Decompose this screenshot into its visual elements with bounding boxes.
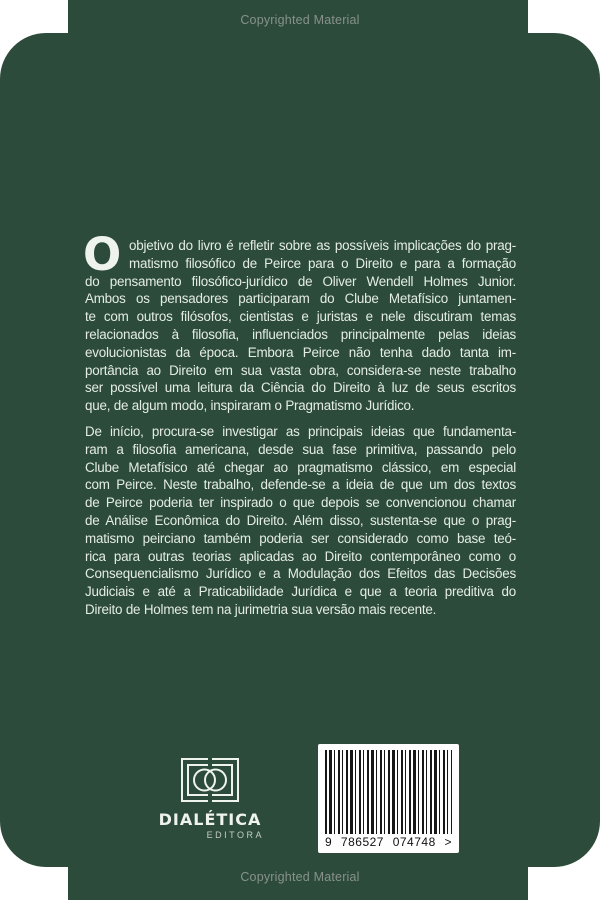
synopsis-line: matismo peirciano também poderia ser considerado como base teó- [85,530,516,546]
synopsis-line: Consequencialismo Jurídico e a Modulação dos Efeitos das Decisões [85,566,516,582]
synopsis-line: De início, procura-se investigar as principais ideias que fundamenta- [85,423,516,439]
synopsis-line: Direito de Holmes tem na jurimetria sua versão mais recente. [85,601,437,617]
drop-cap: O [83,228,122,281]
synopsis-line: matismo filosófico de Peirce para o Direito e para a formação [129,255,516,271]
barcode [318,744,459,853]
synopsis-line: portância ao Direito em sua vasta obra, considera-se neste trabalho [85,362,516,378]
synopsis-line: te com outros filósofos, cientistas e juristas e nele discutiram temas [85,309,516,325]
publisher-name: DIALÉTICA [158,810,262,829]
synopsis-line: do pensamento filosófico-jurídico de Oliver Wendell Holmes Junior. [85,273,516,289]
dialetica-monogram-icon [181,758,239,802]
synopsis-line: ser possível uma leitura da Ciência do Direito à luz de seus escritos [85,380,516,396]
synopsis-line: rica para outras teorias aplicadas ao Direito contemporâneo como o [85,548,516,564]
synopsis-line: relacionados à filosofia, influenciados principalmente pelas ideias [85,326,516,342]
barcode-digit-prefix: 9 [325,835,333,849]
synopsis-paragraph [85,423,516,619]
synopsis-line: com Peirce. Neste trabalho, defende-se a ideia de que um dos textos [85,477,516,493]
barcode-group-1: 786527 [340,835,384,849]
synopsis-paragraph [83,228,516,415]
synopsis-line: Ambos os pensadores participaram do Clube Metafísico juntamen- [85,291,516,307]
barcode-bars-icon [325,750,452,834]
publisher-logo [150,758,270,840]
synopsis-line: que, de algum modo, inspiraram o Pragmatismo Jurídico. [85,398,415,414]
synopsis-line: Judiciais e até a Praticabilidade Jurídica e que a teoria preditiva do [85,584,516,600]
copyright-notice-bottom: Copyrighted Material [240,870,360,884]
copyright-notice-top: Copyrighted Material [240,13,360,27]
synopsis-line: de Análise Econômica do Direito. Além disso, sustenta-se que o prag- [85,512,516,528]
synopsis-line: evolucionistas da época. Embora Peirce não tenha dado tanta im- [85,344,516,360]
publisher-tagline: EDITORA [206,830,264,840]
synopsis-line: ram a filosofia americana, desde sua fase primitiva, passando pelo [85,441,516,457]
synopsis-line: Clube Metafísico até chegar ao pragmatismo clássico, em especial [85,459,516,475]
barcode-terminator: > [444,835,452,849]
synopsis-line: objetivo do livro é refletir sobre as possíveis implicações do prag- [129,238,516,253]
barcode-digits [325,834,452,849]
synopsis-line: de Peirce poderia ter inspirado o que depois se convencionou chamar [85,495,516,511]
barcode-group-2: 074748 [392,835,436,849]
synopsis [83,228,516,619]
